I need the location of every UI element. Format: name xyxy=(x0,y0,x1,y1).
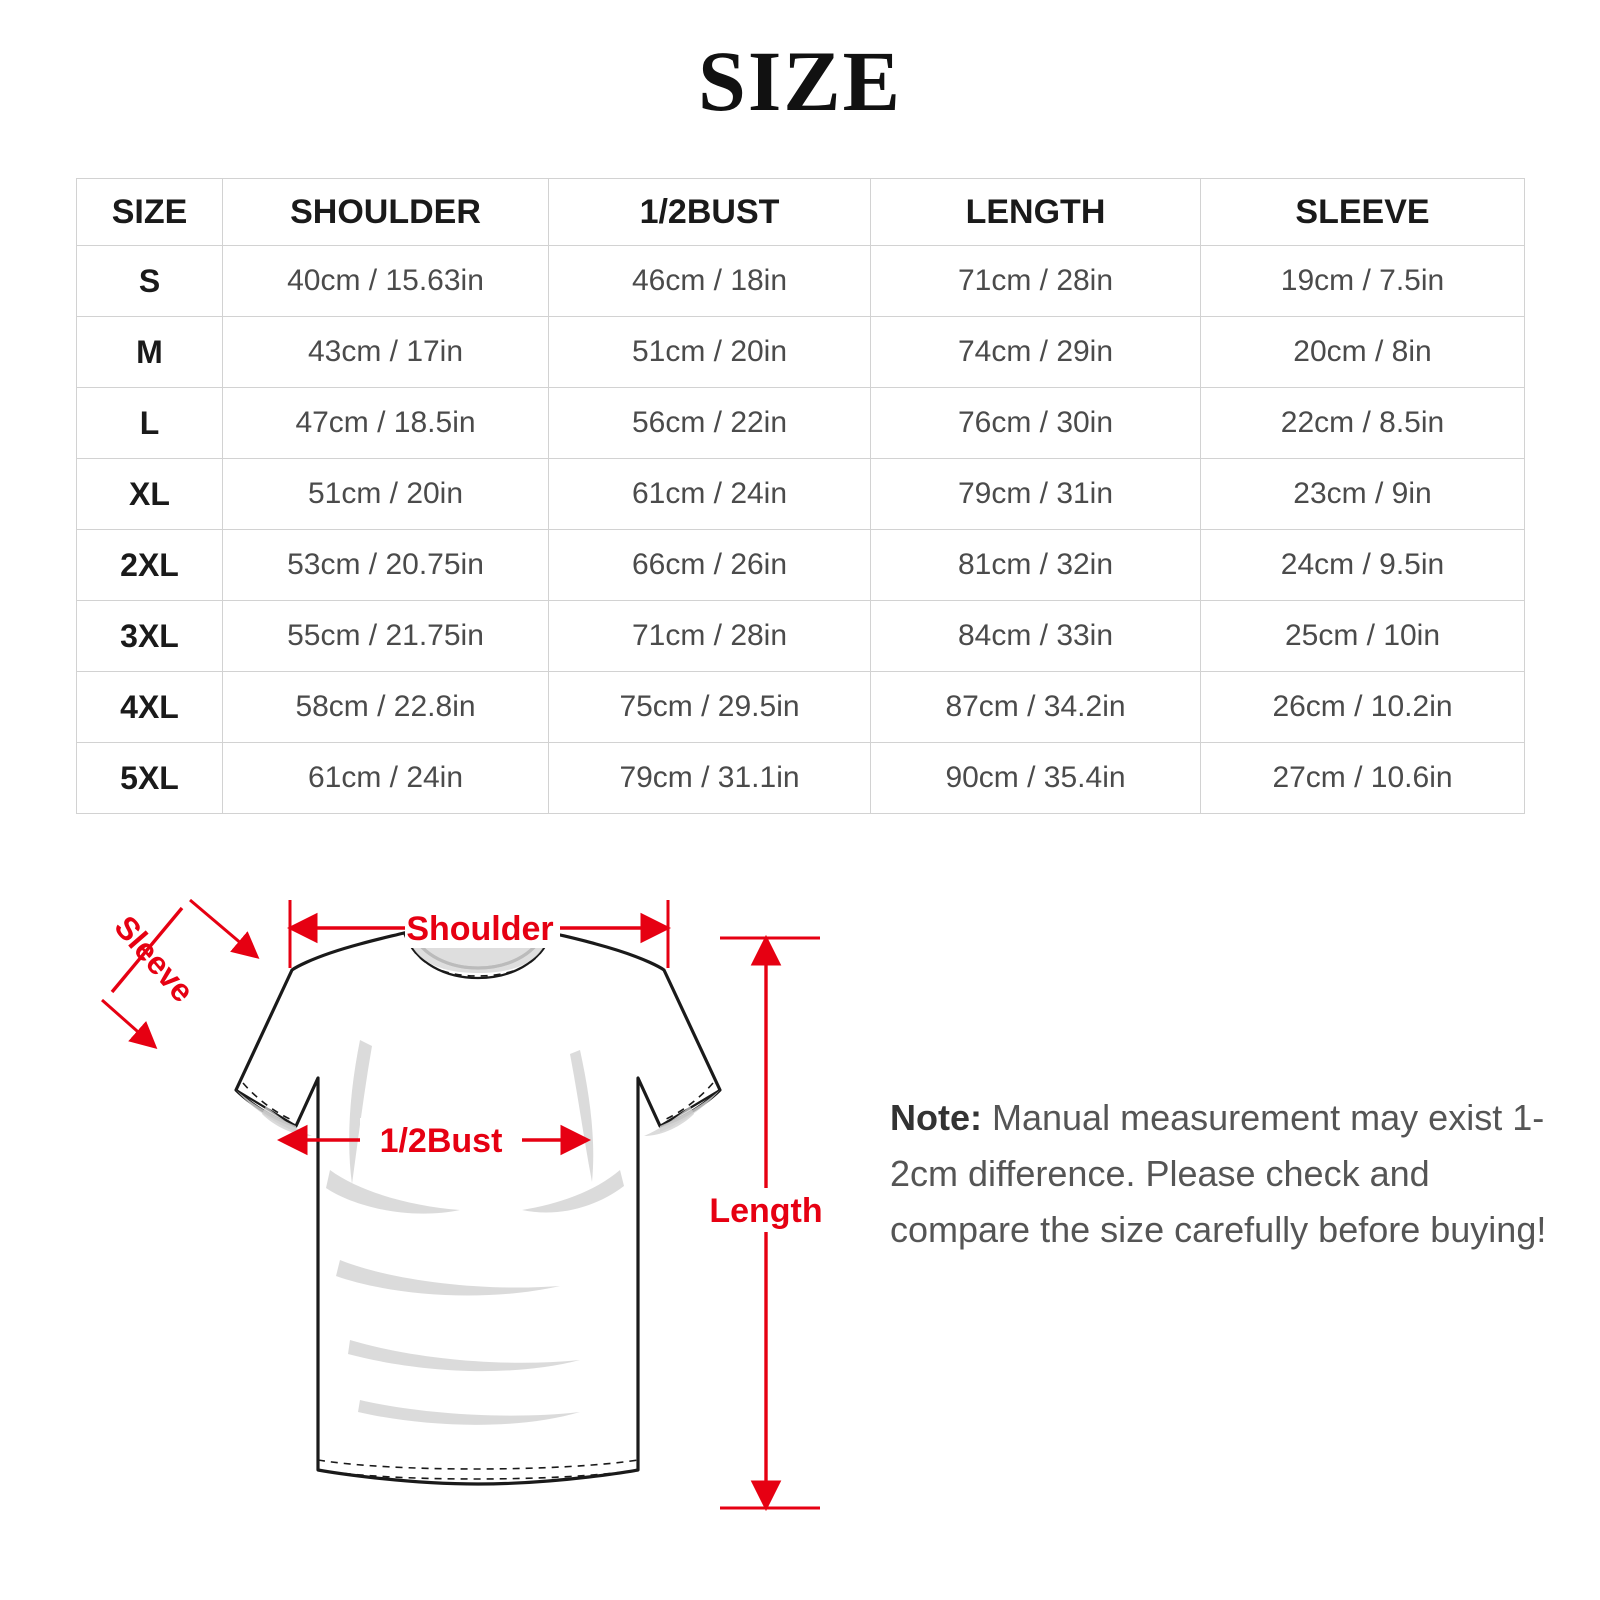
table-row xyxy=(77,743,1525,814)
cell-shoulder: 55cm / 21.75in xyxy=(223,601,549,672)
cell-size: 5XL xyxy=(77,743,223,814)
cell-bust: 79cm / 31.1in xyxy=(549,743,871,814)
cell-bust: 46cm / 18in xyxy=(549,246,871,317)
cell-sleeve: 23cm / 9in xyxy=(1201,459,1525,530)
length-measure-arrow xyxy=(708,938,826,1508)
cell-bust: 51cm / 20in xyxy=(549,317,871,388)
sleeve-label: Sleeve xyxy=(107,908,202,1009)
cell-shoulder: 43cm / 17in xyxy=(223,317,549,388)
bust-label: 1/2Bust xyxy=(379,1122,503,1160)
cell-length: 79cm / 31in xyxy=(871,459,1201,530)
table-row xyxy=(77,672,1525,743)
column-header-size: SIZE xyxy=(77,179,223,246)
note-text xyxy=(890,1090,1550,1257)
cell-sleeve: 19cm / 7.5in xyxy=(1201,246,1525,317)
table-header-row xyxy=(77,179,1525,246)
shoulder-label: Shoulder xyxy=(406,910,554,948)
cell-size: 3XL xyxy=(77,601,223,672)
cell-length: 71cm / 28in xyxy=(871,246,1201,317)
column-header-bust: 1/2BUST xyxy=(549,179,871,246)
note-label: Note: xyxy=(890,1097,982,1138)
cell-sleeve: 24cm / 9.5in xyxy=(1201,530,1525,601)
cell-size: M xyxy=(77,317,223,388)
cell-bust: 66cm / 26in xyxy=(549,530,871,601)
cell-size: S xyxy=(77,246,223,317)
cell-length: 76cm / 30in xyxy=(871,388,1201,459)
column-header-sleeve: SLEEVE xyxy=(1201,179,1525,246)
cell-sleeve: 20cm / 8in xyxy=(1201,317,1525,388)
cell-size: 4XL xyxy=(77,672,223,743)
cell-length: 81cm / 32in xyxy=(871,530,1201,601)
tshirt-illustration xyxy=(236,932,720,1484)
cell-sleeve: 25cm / 10in xyxy=(1201,601,1525,672)
table-row xyxy=(77,246,1525,317)
cell-length: 84cm / 33in xyxy=(871,601,1201,672)
cell-size: L xyxy=(77,388,223,459)
cell-bust: 71cm / 28in xyxy=(549,601,871,672)
cell-length: 74cm / 29in xyxy=(871,317,1201,388)
note-body: Manual measurement may exist 1-2cm difference. Please check and compare the size carefully before buying! xyxy=(890,1097,1547,1250)
cell-sleeve: 26cm / 10.2in xyxy=(1201,672,1525,743)
table-row xyxy=(77,601,1525,672)
column-header-shoulder: SHOULDER xyxy=(223,179,549,246)
cell-sleeve: 22cm / 8.5in xyxy=(1201,388,1525,459)
sleeve-measure-arrow xyxy=(102,900,256,1046)
cell-shoulder: 47cm / 18.5in xyxy=(223,388,549,459)
cell-size: 2XL xyxy=(77,530,223,601)
measurement-diagram xyxy=(60,840,840,1560)
table-row xyxy=(77,530,1525,601)
column-header-length: LENGTH xyxy=(871,179,1201,246)
cell-sleeve: 27cm / 10.6in xyxy=(1201,743,1525,814)
cell-bust: 75cm / 29.5in xyxy=(549,672,871,743)
cell-bust: 56cm / 22in xyxy=(549,388,871,459)
cell-shoulder: 40cm / 15.63in xyxy=(223,246,549,317)
cell-bust: 61cm / 24in xyxy=(549,459,871,530)
table-row xyxy=(77,317,1525,388)
cell-shoulder: 51cm / 20in xyxy=(223,459,549,530)
cell-shoulder: 58cm / 22.8in xyxy=(223,672,549,743)
size-chart-table xyxy=(76,178,1525,814)
length-label: Length xyxy=(709,1192,823,1230)
page-title: SIZE xyxy=(697,33,903,129)
table-row xyxy=(77,459,1525,530)
cell-length: 90cm / 35.4in xyxy=(871,743,1201,814)
cell-length: 87cm / 34.2in xyxy=(871,672,1201,743)
cell-size: XL xyxy=(77,459,223,530)
table-row xyxy=(77,388,1525,459)
cell-shoulder: 53cm / 20.75in xyxy=(223,530,549,601)
cell-shoulder: 61cm / 24in xyxy=(223,743,549,814)
